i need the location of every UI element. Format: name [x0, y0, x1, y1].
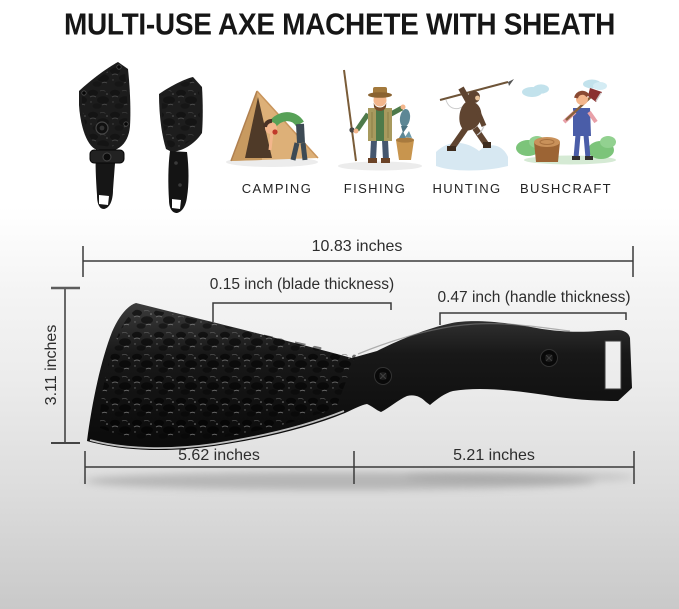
activity-label-camping: CAMPING	[241, 181, 313, 196]
page-title: MULTI-USE AXE MACHETE WITH SHEATH	[63, 7, 616, 42]
camping-icon	[226, 91, 318, 167]
rivet-icon	[117, 65, 121, 69]
machete-illustration	[87, 303, 632, 450]
rivet-icon	[124, 122, 128, 126]
dimension-line-overall-length	[83, 246, 633, 277]
rivet-icon	[82, 91, 86, 95]
dimension-overall-length: 10.83 inches	[311, 238, 403, 255]
bucket-icon	[396, 140, 414, 160]
activity-label-fishing: FISHING	[343, 181, 407, 196]
snap-button-icon	[103, 153, 111, 161]
bushcraft-icon	[516, 80, 616, 165]
dimension-blade-width: 3.11 inches	[43, 324, 60, 406]
screw-icon	[174, 161, 178, 165]
machete-thumbnail	[159, 77, 203, 213]
fishing-rod	[344, 70, 356, 161]
activity-label-bushcraft: BUSHCRAFT	[519, 181, 613, 196]
screw-icon	[375, 368, 392, 385]
activity-label-hunting: HUNTING	[432, 181, 502, 196]
fishing-icon	[338, 70, 422, 171]
screw-icon	[178, 183, 182, 187]
screw-icon	[541, 350, 558, 367]
product-shadow	[85, 471, 635, 490]
snow-mound	[436, 143, 508, 171]
dimension-blade-thickness: 0.15 inch (blade thickness)	[209, 276, 395, 293]
leader-line-blade-thickness	[213, 303, 391, 322]
dimension-line-blade-width	[51, 288, 80, 443]
sheath-thumbnail	[79, 62, 130, 209]
dimension-handle-length: 5.21 inches	[453, 447, 535, 464]
dimension-handle-thickness: 0.47 inch (handle thickness)	[437, 289, 631, 306]
lanyard-hole-edge	[605, 341, 621, 389]
hunting-icon	[436, 79, 514, 171]
dimension-blade-length: 5.62 inches	[178, 447, 260, 464]
